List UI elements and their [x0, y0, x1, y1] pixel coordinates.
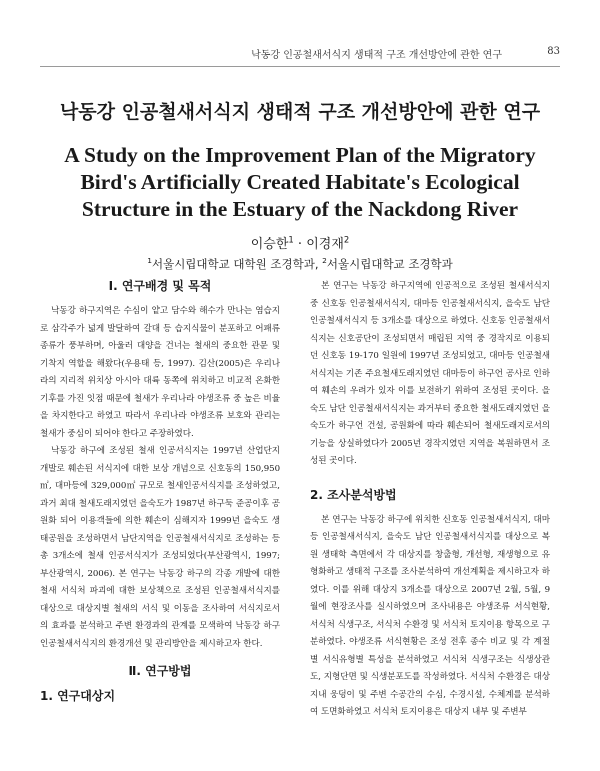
affiliation-mark: 1	[147, 256, 152, 266]
affiliation-mark: 2	[322, 256, 327, 266]
author-separator: ·	[293, 237, 307, 252]
section-heading: Ⅱ. 연구방법	[128, 664, 192, 678]
body-paragraph: 본 연구는 낙동강 하구에 위치한 신호동 인공철새서식지, 대마등 인공철새서식지, 을숙도 남단 인공철새서식지를 대상으로 복원 생태학 측면에서 각 대상지를 창출형, 개선형, 재생형으로 유형화하고 생태적 구조를 조사분석하여 개선계획을 제시하고자 하였다. 이를 위해 대상지 3개소를 대상으로 2007년 2월, 5월, 9월에 현장조사를 실시하였으며 조사내용은 야생조류 서식현황, 서식처 식생구조, 서식처 수환경 및 서식처 토지이용 항목으로 구분하였다. 야생조류 서식현황은 조성 전후 종수 비교 및 각 계절별 서식유형별 특성을 분석하였고 서식처 식생구조는 식생상관도, 지형단면 및 식생분포도를 작성하였다. 서식처 수환경은 대상지내 웅덩이 및 주변 수공간의 수심, 수경시설, 수체계를 분석하여 도면화하였고 서식처 토지이용은 대상지 내부 및 주변부	[310, 514, 550, 717]
author-name: 이승한	[250, 237, 289, 252]
body-paragraph: 낙동강 하구지역은 수심이 얕고 담수와 해수가 만나는 염습지로 삼각주가 넓게 발달하여 갈대 등 습지식물이 분포하고 어패류 종류가 풍부하며, 아울러 대양을 건너는 철새의 중요한 관문 및 기착지 역할을 해왔다(우용태 등, 1997). 김산(2005)은 우리나라의 지리적 위치상 아시아 대륙 동쪽에 위치하고 비교적 온화한 기후를 가진 잇점 때문에 철새가 우리나라 야생조류 중 높은 비율을 차지한다고 하였고 따라서 우리나라 야생조류 보호와 관리는 철새가 중심이 되어야 한다고 주장하였다.	[40, 306, 280, 439]
authors	[40, 236, 560, 253]
affiliation-mark: 2	[343, 234, 350, 245]
running-title: 낙동강 인공철새서식지 생태적 구조 개선방안에 관한 연구	[251, 50, 502, 61]
section-heading: Ⅰ. 연구배경 및 목적	[108, 279, 212, 293]
title-block	[40, 100, 560, 272]
affiliation-mark: 1	[288, 234, 294, 245]
body-paragraph: 낙동강 하구에 조성된 철새 인공서식지는 1997년 산업단지 개발로 훼손된 서식지에 대한 보상 개념으로 신호동의 150,950㎡, 대마등에 329,000㎡ 규모로 철새인공서식지를 조성하였고, 과거 최대 철새도래지였던 을숙도가 1987년 하구둑 준공이후 공원화 되어 이용객들에 의한 훼손이 심해지자 1999년 을숙도 생태공원을 조성하면서 남단지역을 인공철새서식지로 조성하는 등 총 3개소에 철새 인공서식지가 조성되었다(부산광역시, 1997; 부산광역시, 2006). 본 연구는 낙동강 하구의 각종 개발에 대한 철새 서식처 파괴에 대한 보상책으로 조성된 인공철새서식지를 대상으로 대상지별 철새의 서식 및 이동을 조사하여 서식지로서의 효과를 분석하고 주변 환경과의 관계를 모색하여 낙동강 하구 인공철새서식지의 환경개선 및 관리방안을 제시하고자 한다.	[40, 446, 280, 649]
left-column	[40, 278, 280, 713]
english-title: A Study on the Improvement Plan of the Migratory Bird's Artificially Created Habitate's Ecological Structure in the Estuary of the Nackdong River	[64, 143, 536, 221]
affiliations	[40, 257, 560, 272]
page-number: 83	[547, 46, 560, 57]
author-name: 이경재	[306, 237, 344, 252]
subsection-heading: 2. 조사분석방법	[310, 487, 397, 502]
subsection-heading: 1. 연구대상지	[40, 689, 116, 703]
affiliation-text: 서울시립대학교 대학원 조경학과,	[151, 257, 323, 271]
affiliation-text: 서울시립대학교 조경학과	[326, 257, 453, 271]
body-paragraph: 본 연구는 낙동강 하구지역에 인공적으로 조성된 철새서식지 중 신호동 인공철새서식지, 대마등 인공철새서식지, 을숙도 남단 인공철새서식지 등 3개소를 대상으로 하였다. 신호동 인공철새서식지는 신호공단이 조성되면서 매립된 지역 중 경작지로 이용되던 신호동 19-170 일원에 1997년 조성되었고, 대마등 인공철새서식지는 기존 주요철새도래지였던 대마등이 하구언 공사로 인하여 훼손의 우려가 있자 이를 보전하기 위하여 조성된 곳이다. 을숙도 남단 인공철새서식지는 과거부터 중요한 철새도래지였던 을숙도가 하구언 건설, 공원화에 따라 훼손되어 철새도래지로서의 기능을 상실하였다가 2005년 경작지였던 지역을 복원하면서 조성된 곳이다.	[310, 281, 550, 466]
running-header	[40, 38, 560, 67]
right-column	[310, 278, 550, 722]
korean-title: 낙동강 인공철새서식지 생태적 구조 개선방안에 관한 연구	[59, 101, 541, 123]
